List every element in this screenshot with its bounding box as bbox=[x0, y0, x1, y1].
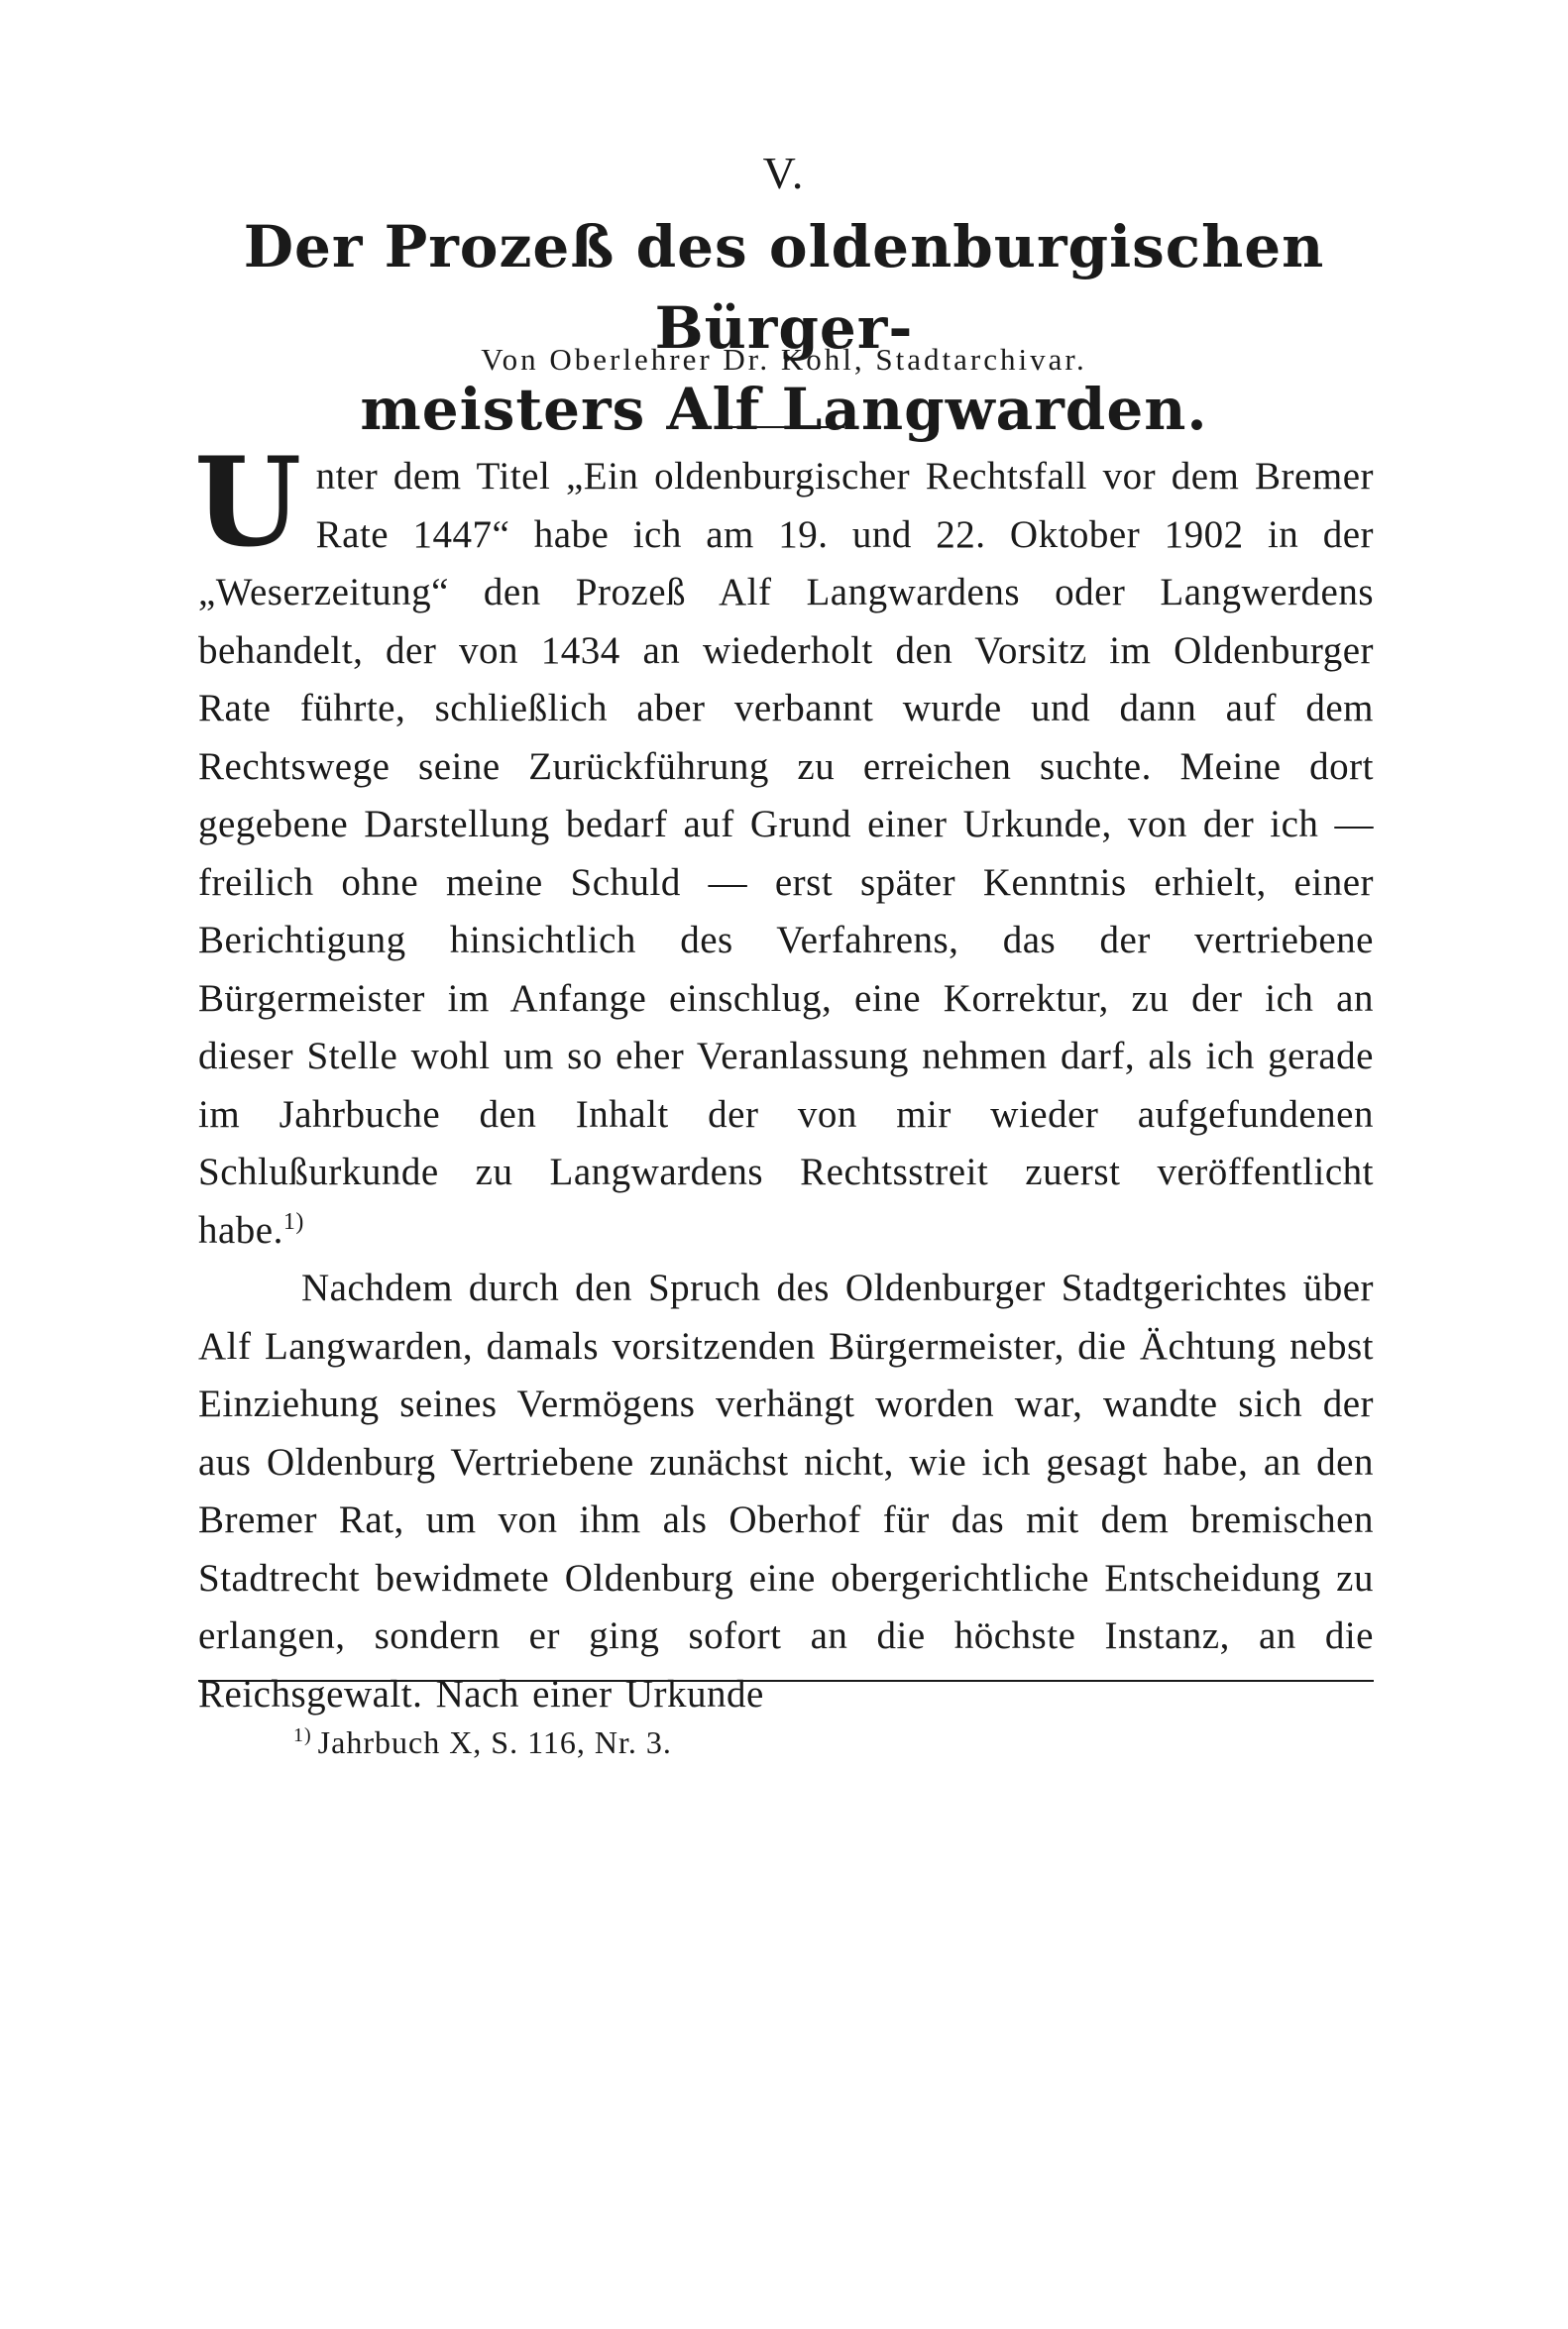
footnote-reference: 1) bbox=[282, 1208, 304, 1235]
footnote-mark: 1) bbox=[293, 1724, 312, 1747]
chapter-number: V. bbox=[762, 148, 806, 198]
title-divider bbox=[731, 426, 844, 428]
title-line-2: meisters Alf Langwarden. bbox=[360, 376, 1208, 443]
paragraph-1 bbox=[194, 431, 1374, 1260]
article-body bbox=[194, 431, 1374, 1723]
drop-capital: U bbox=[194, 431, 302, 575]
footnote bbox=[293, 1724, 672, 1761]
footnote-text: Jahrbuch X, S. 116, Nr. 3. bbox=[317, 1724, 672, 1760]
paragraph-2: Nachdem durch den Spruch des Oldenburger Stadtgerichtes über Alf Langwarden, damals vorsitzenden Bürgermeister, die Ächtung nebst Einziehung seines Vermögens verhängt worden war, wandte sich der aus Oldenburg Vertriebene zunächst nicht, wie ich gesagt habe, an den Bremer Rat, um von ihm als Oberhof für das mit dem bremischen Stadtrecht bewidmete Oldenburg eine obergerichtliche Entscheidung zu erlangen, sondern er ging sofort an die höchste Instanz, an die Reichsgewalt. Nach einer Urkunde bbox=[198, 1267, 1374, 1716]
footnote-divider bbox=[198, 1680, 1374, 1682]
author-byline: Von Oberlehrer Dr. Kohl, Stadtarchivar. bbox=[481, 342, 1087, 377]
title-line-1: Der Prozeß des oldenburgischen Bürger- bbox=[243, 213, 1325, 362]
article-title bbox=[178, 206, 1390, 450]
paragraph-1-text: nter dem Titel „Ein oldenburgischer Rechtsfall vor dem Bremer Rate 1447“ habe ich am 19. und 22. Oktober 1902 in der „Weserzeitung“ den Prozeß Alf Langwardens oder Langwerdens behandelt, der von 1434 an wiederholt den Vorsitz im Oldenburger Rate führte, schließlich aber verbannt wurde und dann auf dem Rechtswege seine Zurückführung zu erreichen suchte. Meine dort gegebene Darstellung bedarf auf Grund einer Urkunde, von der ich — freilich ohne meine Schuld — erst später Kenntnis erhielt, einer Berichtigung hinsichtlich des Verfahrens, das der vertriebene Bürgermeister im Anfange einschlug, eine Korrektur, zu der ich an dieser Stelle wohl um so eher Veranlassung nehmen darf, als ich gerade im Jahrbuche den Inhalt der von mir wieder aufgefundenen Schlußurkunde zu Langwardens Rechtsstreit zuerst veröffentlicht habe. bbox=[198, 455, 1374, 1252]
